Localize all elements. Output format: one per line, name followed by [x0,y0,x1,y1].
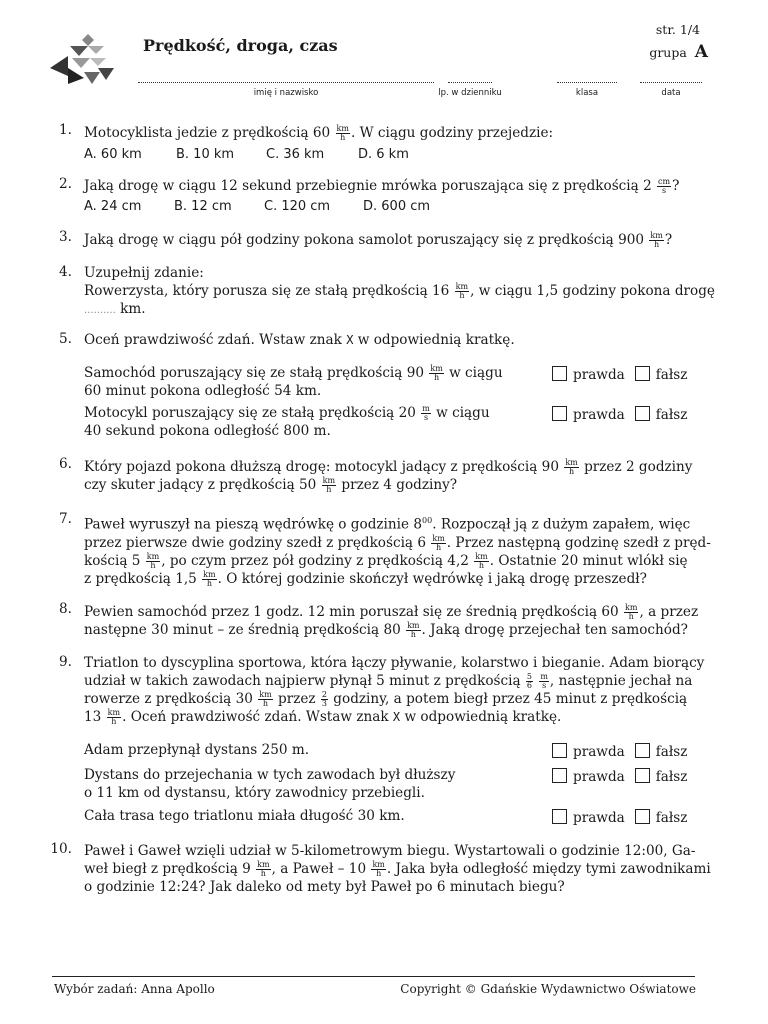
mark-symbol: X [346,333,354,347]
question-text: . Przez następną godzinę szedł z pręd- [446,534,711,551]
question-text: o godzinie 12:24? Jak daleko od mety był Paweł po 6 minutach biegu? [84,879,565,895]
question-text: Który pojazd pokona dłuższą drogę: motocykl jadący z prędkością 90 [84,459,559,475]
unit-fraction: $\frac{km}{h}$ [430,364,443,382]
statement-5-1 [84,364,524,400]
footer-author: Wybór zadań: Anna Apollo [54,982,215,996]
question-text: w odpowiednią kratkę. [400,709,562,725]
question-text: czy skuter jadący z prędkością 50 [84,477,317,493]
footer-copyright: Copyright © Gdańskie Wydawnictwo Oświatowe [400,982,696,996]
unit-fraction: $\frac{km}{h}$ [455,282,469,300]
class-number-field-label: lp. w dzienniku [438,88,502,98]
publisher-logo [48,32,116,92]
question-text: Paweł i Gaweł wzięli udział w 5-kilometrowym biegu. Wystartowali o godzinie 12:00, Ga- [84,843,696,859]
option-d[interactable]: D. 6 km [358,147,409,162]
question-text: przez 4 godziny? [337,477,458,493]
unit-fraction: $\frac{km}{h}$ [475,551,488,570]
question-text: . Oceń prawdziwość zdań. Wstaw znak [122,709,393,725]
question-text: , a Paweł – 10 [271,861,367,877]
class-number-field-line[interactable] [448,76,492,83]
option-c[interactable]: C. 36 km [266,147,325,162]
statement-text: o 11 km od dystansu, który zawodnicy przebiegli. [84,785,425,801]
question-text: . Rozpoczął ją z dużym zapałem, więc [432,516,691,533]
question-text: Rowerzysta, który porusza się ze stałą prędkością 16 [84,283,450,299]
true-checkbox[interactable] [552,366,567,381]
question-number: 8. [59,601,72,617]
statement-text: w ciągu [444,365,503,381]
question-text: 13 [84,709,102,725]
unit-fraction: $\frac{km}{h}$ [146,551,160,570]
question-4-text [84,264,715,320]
statement-text: Samochód poruszający się ze stałą prędkością 90 [84,365,425,381]
unit-fraction: $\frac{km}{h}$ [336,124,349,142]
question-text: udział w takich zawodach najpierw płynął 5 minut z prędkością [84,673,521,689]
date-field-label: data [661,88,681,98]
question-text: ? [664,232,673,248]
question-2-options [84,199,430,214]
question-number: 1. [59,122,72,138]
statement-text: 60 minut pokona odległość 54 km. [84,383,322,399]
true-checkbox[interactable] [552,809,567,824]
question-number: 9. [59,654,72,670]
fraction: $\frac{2}{3}$ [321,690,327,708]
question-text: Jaką drogę w ciągu 12 sekund przebiegnie mrówka poruszająca się z prędkością 2 [84,178,652,194]
unit-fraction: $\frac{m}{s}$ [540,672,548,690]
unit-fraction: $\frac{km}{h}$ [407,621,420,639]
question-text: Uzupełnij zdanie: [84,265,204,281]
question-text: przez pierwsze dwie godziny szedł z prędkością 6 [84,534,427,551]
question-6-text [84,458,693,494]
true-false-row [552,743,697,760]
question-text: , po czym przez pół godziny z prędkością 4,2 [161,552,469,569]
true-false-row [552,809,697,826]
false-label: fałsz [655,769,688,785]
true-label: prawda [573,744,625,760]
group-label: grupa [649,45,687,60]
unit-fraction: $\frac{m}{s}$ [422,404,430,422]
question-number: 4. [59,264,72,280]
question-text: . Jaką drogę przejechał ten samochód? [421,622,688,638]
question-7-text [84,512,711,588]
unit-fraction: $\frac{km}{h}$ [259,690,272,708]
true-checkbox[interactable] [552,743,567,758]
unit-fraction: $\frac{km}{h}$ [107,708,121,726]
unit-fraction: $\frac{km}{h}$ [203,569,216,588]
false-label: fałsz [655,810,688,826]
statement-9-2 [84,766,524,802]
question-text: kością 5 [84,552,141,569]
unit-fraction: $\frac{km}{h}$ [432,533,445,552]
false-checkbox[interactable] [635,743,650,758]
question-2-text [84,177,690,195]
time-superscript: 00 [422,516,433,525]
question-text: , a przez [639,604,699,620]
question-number: 2. [59,176,72,192]
statement-text: 40 sekund pokona odległość 800 m. [84,423,331,439]
option-d[interactable]: D. 600 cm [363,199,431,214]
option-c[interactable]: C. 120 cm [264,199,331,214]
question-9-text [84,654,705,726]
question-text: , w ciągu 1,5 godziny pokona drogę [470,283,715,299]
question-text: . O której godzinie skończył wędrówkę i jaką drogę przeszedł? [217,570,647,587]
question-text: godziny, a potem biegł przez 45 minut z prędkością [328,691,688,707]
statement-text: Motocykl poruszający się ze stałą prędkością 20 [84,405,416,421]
statement-5-2 [84,404,524,440]
true-checkbox[interactable] [552,406,567,421]
false-label: fałsz [655,744,688,760]
question-10-text [84,842,711,896]
name-field-line[interactable] [138,76,434,83]
true-false-row [552,366,697,383]
question-text: z prędkością 1,5 [84,570,197,587]
footer-divider [52,976,695,977]
question-text: następne 30 minut – ze średnią prędkością 80 [84,622,401,638]
unit-fraction: $\frac{km}{h}$ [625,603,638,621]
false-checkbox[interactable] [635,366,650,381]
question-text: przez 2 godziny [579,459,693,475]
false-checkbox[interactable] [635,809,650,824]
true-label: prawda [573,769,625,785]
option-b[interactable]: B. 10 km [176,147,235,162]
question-text: . Jaka była odległość między tymi zawodnikami [386,861,711,877]
class-field-line[interactable] [557,76,617,83]
unit-fraction: $\frac{km}{h}$ [372,860,385,878]
question-1-text [84,124,690,142]
option-a[interactable]: A. 60 km [84,147,142,162]
false-checkbox[interactable] [635,768,650,783]
question-text: Paweł wyruszył na pieszą wędrówkę o godzinie 8 [84,516,423,533]
question-1-options [84,147,409,162]
page-number: str. 1/4 [655,22,700,37]
true-label: prawda [573,810,625,826]
question-number: 7. [59,511,72,527]
false-label: fałsz [655,407,688,423]
unit-fraction: $\frac{cm}{s}$ [658,177,671,195]
question-number: 3. [59,229,72,245]
class-field-label: klasa [575,88,599,98]
group-indicator [649,42,708,62]
question-text: Oceń prawdziwość zdań. Wstaw znak [84,332,347,348]
false-checkbox[interactable] [635,406,650,421]
answer-blank[interactable]: .......... [84,305,116,316]
question-text: w odpowiednią kratkę. [353,332,515,348]
date-field-line[interactable] [640,76,702,83]
question-number: 5. [59,331,72,347]
question-text: . Ostatnie 20 minut wlókł się [489,552,688,569]
question-number: 10. [50,841,72,857]
unit-fraction: $\frac{km}{h}$ [650,231,663,249]
question-text: km. [115,301,146,317]
question-text: Pewien samochód przez 1 godz. 12 min poruszał się ze średnią prędkością 60 [84,604,619,620]
question-text: ? [672,178,680,194]
question-8-text [84,603,699,639]
question-text: Jaką drogę w ciągu pół godziny pokona samolot poruszający się z prędkością 900 [84,232,645,248]
statement-9-3: Cała trasa tego triatlonu miała długość 30 km. [84,808,405,824]
question-3-text [84,231,690,249]
unit-fraction: $\frac{km}{h}$ [565,458,578,476]
question-text: Motocyklista jedzie z prędkością 60 [84,125,331,141]
option-b[interactable]: B. 12 cm [174,199,232,214]
question-text: . W ciągu godziny przejedzie: [350,125,554,141]
question-text: , następnie jechał na [549,673,693,689]
group-letter: A [694,42,708,62]
statement-text: w ciągu [431,405,490,421]
true-false-row [552,768,697,785]
option-a[interactable]: A. 24 cm [84,199,142,214]
statement-9-1: Adam przepłynął dystans 250 m. [84,742,310,758]
fraction: $\frac{5}{6}$ [526,672,532,690]
unit-fraction: $\frac{km}{h}$ [257,860,270,878]
question-text: Triatlon to dyscyplina sportowa, która łączy pływanie, kolarstwo i bieganie. Adam biorący [84,655,705,671]
unit-fraction: $\frac{km}{h}$ [322,476,336,494]
true-label: prawda [573,407,625,423]
true-false-row [552,406,697,423]
true-label: prawda [573,367,625,383]
false-label: fałsz [655,367,688,383]
name-field-label: imię i nazwisko [253,88,319,98]
question-number: 6. [59,456,72,472]
mark-symbol: X [392,710,401,724]
question-5-intro [84,331,690,349]
question-text: rowerze z prędkością 30 [84,691,253,707]
statement-text: Dystans do przejechania w tych zawodach był dłuższy [84,767,456,783]
worksheet-title: Prędkość, droga, czas [143,36,338,55]
true-checkbox[interactable] [552,768,567,783]
question-text: przez [273,691,316,707]
question-text: weł biegł z prędkością 9 [84,861,251,877]
